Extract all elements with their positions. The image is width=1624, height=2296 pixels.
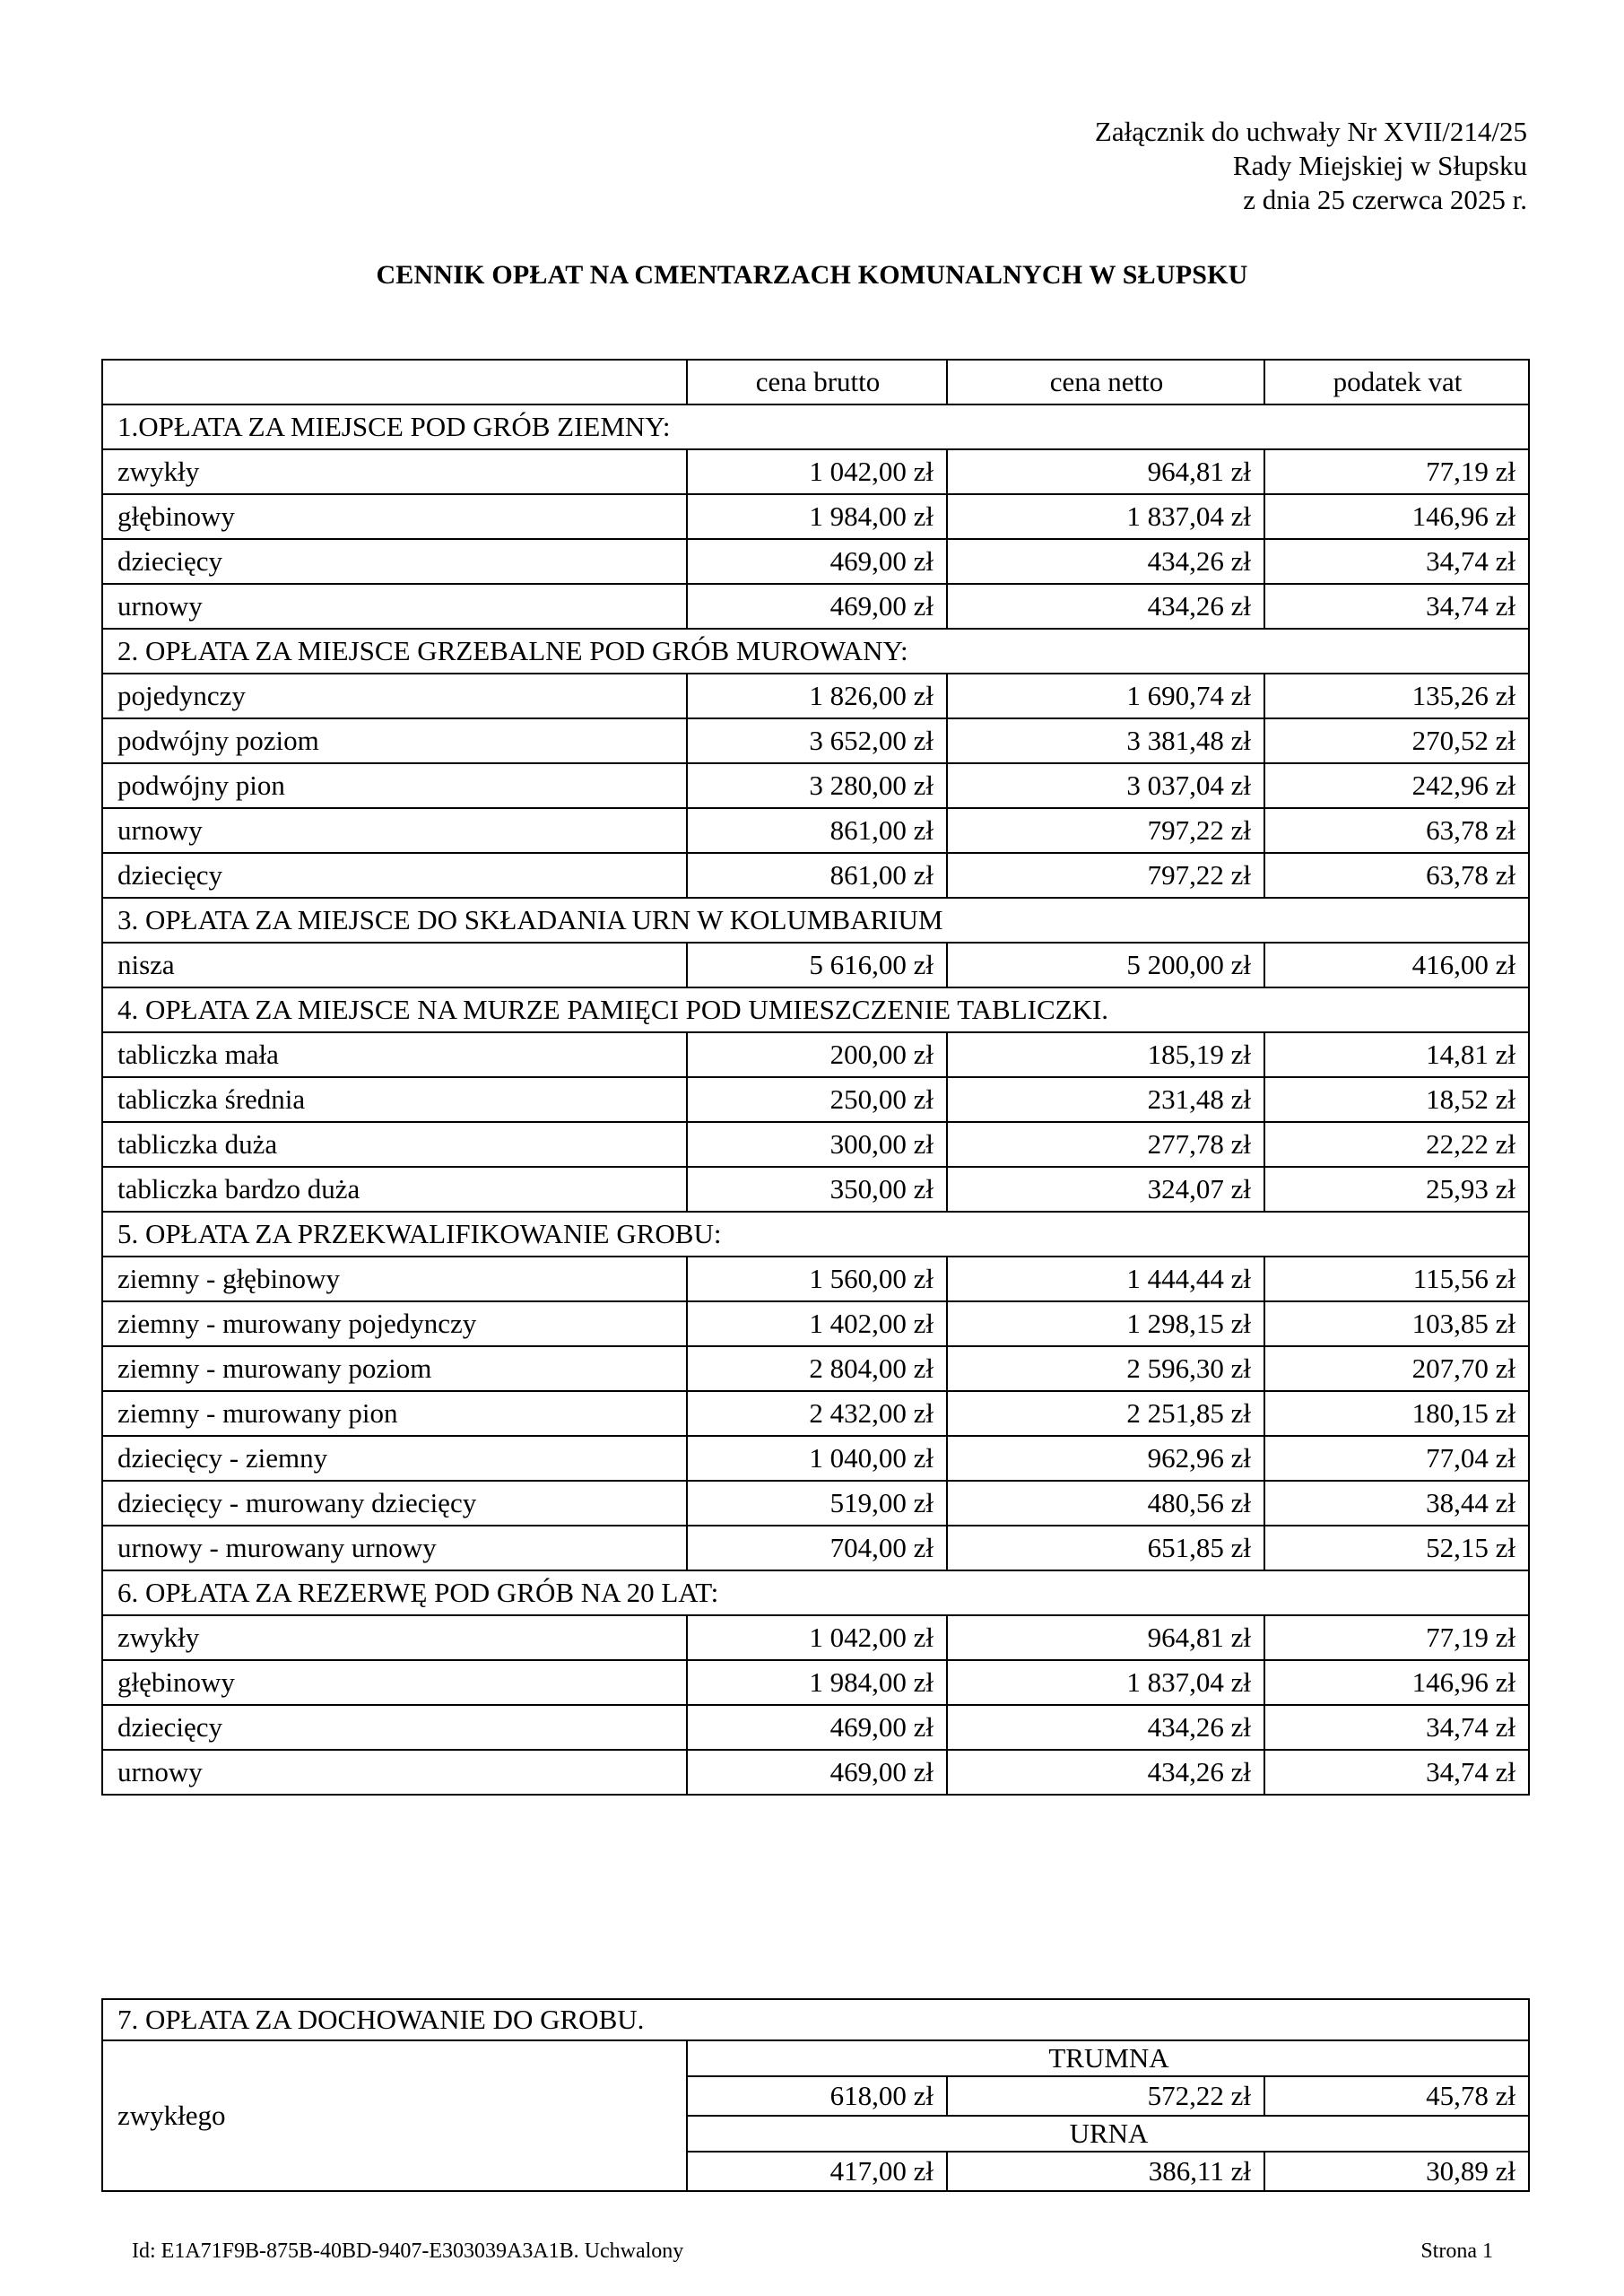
cell-vat: 38,44 zł <box>1264 1481 1529 1526</box>
cell-netto: 434,26 zł <box>947 1750 1264 1795</box>
cell-vat: 77,19 zł <box>1264 1615 1529 1660</box>
section-heading-row <box>102 898 1529 943</box>
urna-vat: 30,89 zł <box>1264 2152 1529 2191</box>
cell-netto: 964,81 zł <box>947 1615 1264 1660</box>
table-row <box>102 808 1529 853</box>
cell-netto: 185,19 zł <box>947 1032 1264 1077</box>
page-number: Strona 1 <box>1420 2239 1493 2263</box>
column-header-row <box>102 360 1529 404</box>
cell-netto: 1 298,15 zł <box>947 1301 1264 1346</box>
cell-netto: 1 444,44 zł <box>947 1257 1264 1301</box>
cell-brutto: 1 402,00 zł <box>687 1301 947 1346</box>
attachment-header <box>1095 115 1527 217</box>
section-heading-row <box>102 404 1529 449</box>
table-row <box>102 1436 1529 1481</box>
table-row <box>102 1660 1529 1705</box>
cell-netto: 434,26 zł <box>947 539 1264 584</box>
cell-vat: 34,74 zł <box>1264 539 1529 584</box>
cell-brutto: 300,00 zł <box>687 1122 947 1167</box>
cell-brutto: 1 826,00 zł <box>687 674 947 718</box>
cell-vat: 52,15 zł <box>1264 1526 1529 1570</box>
cell-brutto: 861,00 zł <box>687 808 947 853</box>
cell-brutto: 704,00 zł <box>687 1526 947 1570</box>
row-name: tabliczka mała <box>102 1032 687 1077</box>
table-row <box>102 2040 1529 2076</box>
cell-brutto: 1 560,00 zł <box>687 1257 947 1301</box>
section-heading: 6. OPŁATA ZA REZERWĘ POD GRÓB NA 20 LAT: <box>102 1570 1529 1615</box>
section-heading: 3. OPŁATA ZA MIEJSCE DO SKŁADANIA URN W KOLUMBARIUM <box>102 898 1529 943</box>
section-7-table <box>101 1998 1530 2192</box>
cell-vat: 25,93 zł <box>1264 1167 1529 1212</box>
table-row <box>102 1167 1529 1212</box>
table-row <box>102 449 1529 494</box>
cell-brutto: 350,00 zł <box>687 1167 947 1212</box>
column-header-netto: cena netto <box>947 360 1264 404</box>
cell-netto: 3 381,48 zł <box>947 718 1264 763</box>
cell-netto: 1 837,04 zł <box>947 494 1264 539</box>
cell-netto: 324,07 zł <box>947 1167 1264 1212</box>
table-row <box>102 1615 1529 1660</box>
row-name: głębinowy <box>102 1660 687 1705</box>
row-name: pojedynczy <box>102 674 687 718</box>
cell-brutto: 3 652,00 zł <box>687 718 947 763</box>
table-row <box>102 1391 1529 1436</box>
cell-netto: 231,48 zł <box>947 1077 1264 1122</box>
table-row <box>102 584 1529 629</box>
column-header-brutto: cena brutto <box>687 360 947 404</box>
row-name: zwykły <box>102 449 687 494</box>
cell-netto: 5 200,00 zł <box>947 943 1264 987</box>
row-name: podwójny poziom <box>102 718 687 763</box>
row-name: dziecięcy - ziemny <box>102 1436 687 1481</box>
urna-netto: 386,11 zł <box>947 2152 1264 2191</box>
trumna-brutto: 618,00 zł <box>687 2076 947 2116</box>
cell-netto: 1 690,74 zł <box>947 674 1264 718</box>
trumna-netto: 572,22 zł <box>947 2076 1264 2116</box>
cell-netto: 797,22 zł <box>947 808 1264 853</box>
cell-netto: 3 037,04 zł <box>947 763 1264 808</box>
cell-netto: 1 837,04 zł <box>947 1660 1264 1705</box>
section-heading-row <box>102 1999 1529 2040</box>
cell-brutto: 519,00 zł <box>687 1481 947 1526</box>
table-row <box>102 1077 1529 1122</box>
table-row <box>102 718 1529 763</box>
cell-vat: 115,56 zł <box>1264 1257 1529 1301</box>
urna-brutto: 417,00 zł <box>687 2152 947 2191</box>
cell-vat: 135,26 zł <box>1264 674 1529 718</box>
cell-brutto: 200,00 zł <box>687 1032 947 1077</box>
cell-brutto: 5 616,00 zł <box>687 943 947 987</box>
cell-brutto: 250,00 zł <box>687 1077 947 1122</box>
cell-vat: 180,15 zł <box>1264 1391 1529 1436</box>
row-name: ziemny - murowany pojedynczy <box>102 1301 687 1346</box>
cell-netto: 434,26 zł <box>947 1705 1264 1750</box>
cell-brutto: 469,00 zł <box>687 539 947 584</box>
cell-netto: 277,78 zł <box>947 1122 1264 1167</box>
row-name: ziemny - murowany poziom <box>102 1346 687 1391</box>
cell-brutto: 469,00 zł <box>687 584 947 629</box>
table-row <box>102 943 1529 987</box>
table-row <box>102 674 1529 718</box>
cell-vat: 242,96 zł <box>1264 763 1529 808</box>
row-name: tabliczka średnia <box>102 1077 687 1122</box>
row-name: tabliczka bardzo duża <box>102 1167 687 1212</box>
trumna-vat: 45,78 zł <box>1264 2076 1529 2116</box>
section-heading-row <box>102 1570 1529 1615</box>
row-name: dziecięcy <box>102 853 687 898</box>
cell-netto: 962,96 zł <box>947 1436 1264 1481</box>
cell-brutto: 1 040,00 zł <box>687 1436 947 1481</box>
section-heading: 1.OPŁATA ZA MIEJSCE POD GRÓB ZIEMNY: <box>102 404 1529 449</box>
cell-netto: 434,26 zł <box>947 584 1264 629</box>
table-row <box>102 853 1529 898</box>
document-title: CENNIK OPŁAT NA CMENTARZACH KOMUNALNYCH W SŁUPSKU <box>376 260 1248 290</box>
table-row <box>102 1301 1529 1346</box>
cell-vat: 22,22 zł <box>1264 1122 1529 1167</box>
header-line-2: Rady Miejskiej w Słupsku <box>1232 150 1527 181</box>
row-name: dziecięcy <box>102 539 687 584</box>
cell-vat: 14,81 zł <box>1264 1032 1529 1077</box>
table-row <box>102 1032 1529 1077</box>
row-name: dziecięcy <box>102 1705 687 1750</box>
section-7-heading: 7. OPŁATA ZA DOCHOWANIE DO GROBU. <box>102 1999 1529 2040</box>
row-name: urnowy <box>102 584 687 629</box>
row-name: urnowy - murowany urnowy <box>102 1526 687 1570</box>
table-row <box>102 1481 1529 1526</box>
row-name: podwójny pion <box>102 763 687 808</box>
cell-vat: 77,19 zł <box>1264 449 1529 494</box>
cell-brutto: 1 042,00 zł <box>687 449 947 494</box>
cell-brutto: 2 804,00 zł <box>687 1346 947 1391</box>
table-row <box>102 1705 1529 1750</box>
cell-netto: 480,56 zł <box>947 1481 1264 1526</box>
table-row <box>102 1750 1529 1795</box>
cell-brutto: 1 984,00 zł <box>687 1660 947 1705</box>
table-row <box>102 1122 1529 1167</box>
cell-vat: 63,78 zł <box>1264 808 1529 853</box>
row-name: dziecięcy - murowany dziecięcy <box>102 1481 687 1526</box>
section-heading: 4. OPŁATA ZA MIEJSCE NA MURZE PAMIĘCI POD UMIESZCZENIE TABLICZKI. <box>102 987 1529 1032</box>
row-name: ziemny - murowany pion <box>102 1391 687 1436</box>
header-line-3: z dnia 25 czerwca 2025 r. <box>1243 184 1527 215</box>
cell-vat: 63,78 zł <box>1264 853 1529 898</box>
row-name: ziemny - głębinowy <box>102 1257 687 1301</box>
cell-brutto: 469,00 zł <box>687 1705 947 1750</box>
cell-vat: 34,74 zł <box>1264 584 1529 629</box>
section-heading: 2. OPŁATA ZA MIEJSCE GRZEBALNE POD GRÓB MUROWANY: <box>102 629 1529 674</box>
table-row <box>102 539 1529 584</box>
table-row <box>102 1257 1529 1301</box>
row-name: urnowy <box>102 808 687 853</box>
cell-netto: 651,85 zł <box>947 1526 1264 1570</box>
cell-vat: 77,04 zł <box>1264 1436 1529 1481</box>
cell-brutto: 2 432,00 zł <box>687 1391 947 1436</box>
header-line-1: Załącznik do uchwały Nr XVII/214/25 <box>1094 116 1527 147</box>
cell-vat: 103,85 zł <box>1264 1301 1529 1346</box>
price-table <box>101 359 1530 1796</box>
table-row <box>102 494 1529 539</box>
section-heading: 5. OPŁATA ZA PRZEKWALIFIKOWANIE GROBU: <box>102 1212 1529 1257</box>
urna-label: URNA <box>687 2116 1529 2152</box>
document-id: Id: E1A71F9B-875B-40BD-9407-E303039A3A1B. Uchwalony <box>132 2239 684 2263</box>
cell-vat: 416,00 zł <box>1264 943 1529 987</box>
cell-vat: 34,74 zł <box>1264 1750 1529 1795</box>
cell-brutto: 1 042,00 zł <box>687 1615 947 1660</box>
cell-vat: 270,52 zł <box>1264 718 1529 763</box>
cell-vat: 146,96 zł <box>1264 494 1529 539</box>
row-name: zwykły <box>102 1615 687 1660</box>
column-header-vat: podatek vat <box>1264 360 1529 404</box>
cell-brutto: 861,00 zł <box>687 853 947 898</box>
section-heading-row <box>102 629 1529 674</box>
cell-netto: 964,81 zł <box>947 449 1264 494</box>
cell-brutto: 469,00 zł <box>687 1750 947 1795</box>
table-row <box>102 1346 1529 1391</box>
cell-vat: 34,74 zł <box>1264 1705 1529 1750</box>
header-blank-cell <box>102 360 687 404</box>
table-row <box>102 1526 1529 1570</box>
cell-netto: 2 251,85 zł <box>947 1391 1264 1436</box>
row-name: tabliczka duża <box>102 1122 687 1167</box>
section-heading-row <box>102 1212 1529 1257</box>
row-name: urnowy <box>102 1750 687 1795</box>
cell-vat: 146,96 zł <box>1264 1660 1529 1705</box>
table-row <box>102 763 1529 808</box>
section-7-name: zwykłego <box>102 2040 687 2191</box>
cell-vat: 18,52 zł <box>1264 1077 1529 1122</box>
cell-brutto: 3 280,00 zł <box>687 763 947 808</box>
cell-vat: 207,70 zł <box>1264 1346 1529 1391</box>
cell-netto: 2 596,30 zł <box>947 1346 1264 1391</box>
cell-brutto: 1 984,00 zł <box>687 494 947 539</box>
cell-netto: 797,22 zł <box>947 853 1264 898</box>
trumna-label: TRUMNA <box>687 2040 1529 2076</box>
row-name: głębinowy <box>102 494 687 539</box>
section-heading-row <box>102 987 1529 1032</box>
row-name: nisza <box>102 943 687 987</box>
